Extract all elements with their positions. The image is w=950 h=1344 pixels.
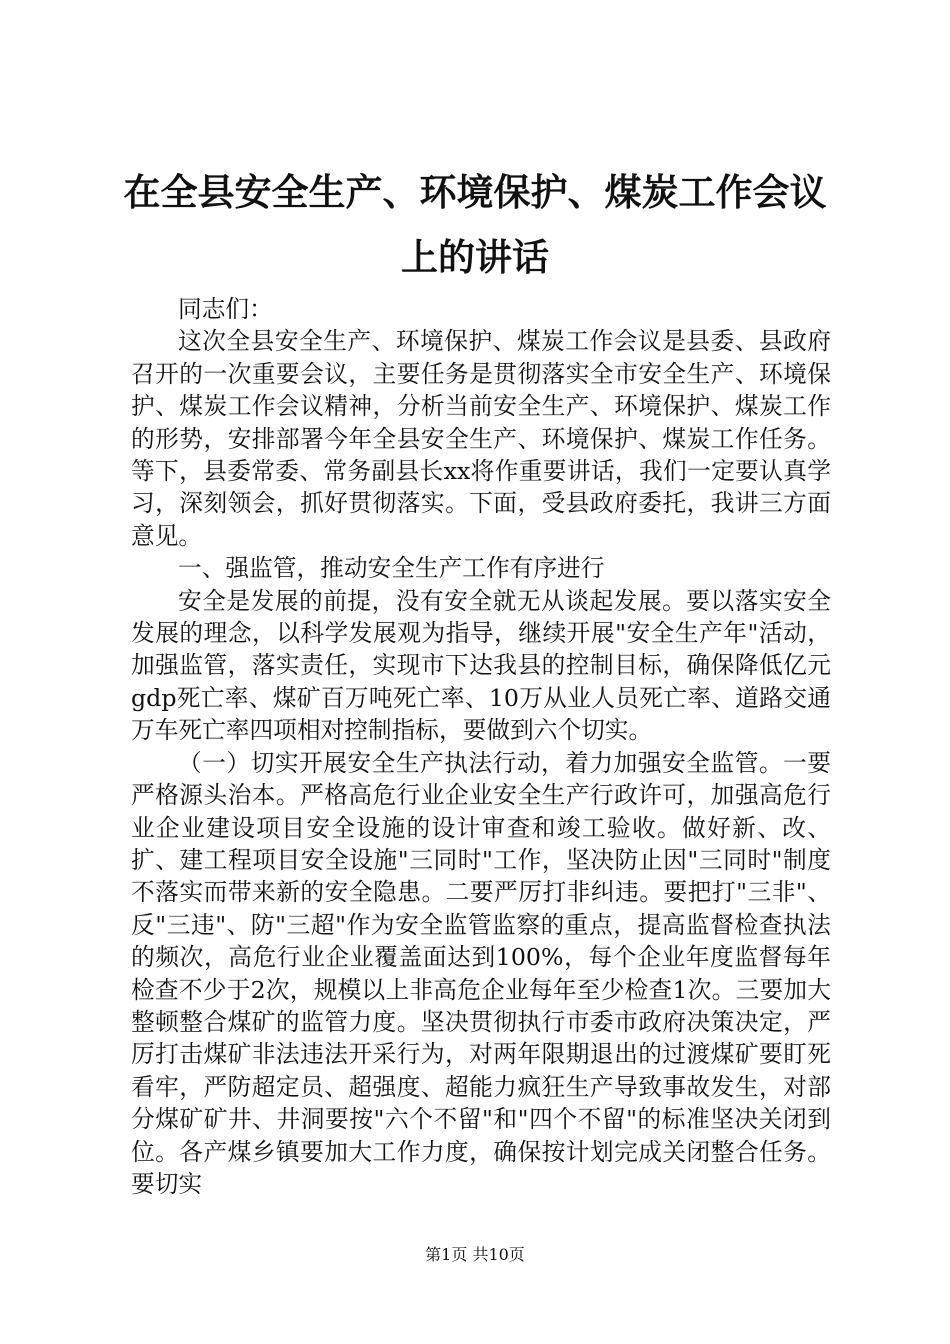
document-title: 在全县安全生产、环境保护、煤炭工作会议上的讲话 <box>123 171 827 279</box>
salutation: 同志们： <box>178 295 273 323</box>
page-footer: 第1页 共10页 <box>425 1245 525 1264</box>
body-paragraph: 这次全县安全生产、环境保护、煤炭工作会议是县委、县政府召开的一次重要会议，主要任务是贯彻落实全市安全生产、环境保护、煤炭工作会议精神，分析当前安全生产、环境保护、煤炭工作的形势，安排部署今年全县安全生产、环境保护、煤炭工作任务。等下，县委常委、常务副县长xx将作重要讲话，我们一定要认真学习，深刻领会，抓好贯彻落实。下面，受县政府委托，我讲三方面意见。 <box>131 327 831 550</box>
section-heading: 一、强监管，推动安全生产工作有序进行 <box>178 554 605 583</box>
document-body <box>131 293 831 1200</box>
body-paragraph: （一）切实开展安全生产执法行动，着力加强安全监管。一要严格源头治本。严格高危行业企业安全生产行政许可，加强高危行业企业建设项目安全设施的设计审查和竣工验收。做好新、改、扩、建工程项目安全设施"三同时"工作，坚决防止因"三同时"制度不落实而带来新的安全隐患。二要严厉打非纠违。要把打"三非"、反"三违"、防"三超"作为安全监管监察的重点，提高监督检查执法的频次，高危行业企业覆盖面达到100%，每个企业年度监督每年检查不少于2次，规模以上非高危企业每年至少检查1次。三要加大整顿整合煤矿的监管力度。坚决贯彻执行市委市政府决策决定，严厉打击煤矿非法违法开采行为，对两年限期退出的过渡煤矿要盯死看牢，严防超定员、超强度、超能力疯狂生产导致事故发生，对部分煤矿矿井、井洞要按"六个不留"和"四个不留"的标准坚决关闭到位。各产煤乡镇要加大工作力度，确保按计划完成关闭整合任务。要切实 <box>131 748 831 1198</box>
body-paragraph: 安全是发展的前提，没有安全就无从谈起发展。要以落实安全发展的理念，以科学发展观为指导，继续开展"安全生产年"活动，加强监管，落实责任，实现市下达我县的控制目标，确保降低亿元gdp死亡率、煤矿百万吨死亡率、10万从业人员死亡率、道路交通万车死亡率四项相对控制指标，要做到六个切实。 <box>131 586 831 745</box>
